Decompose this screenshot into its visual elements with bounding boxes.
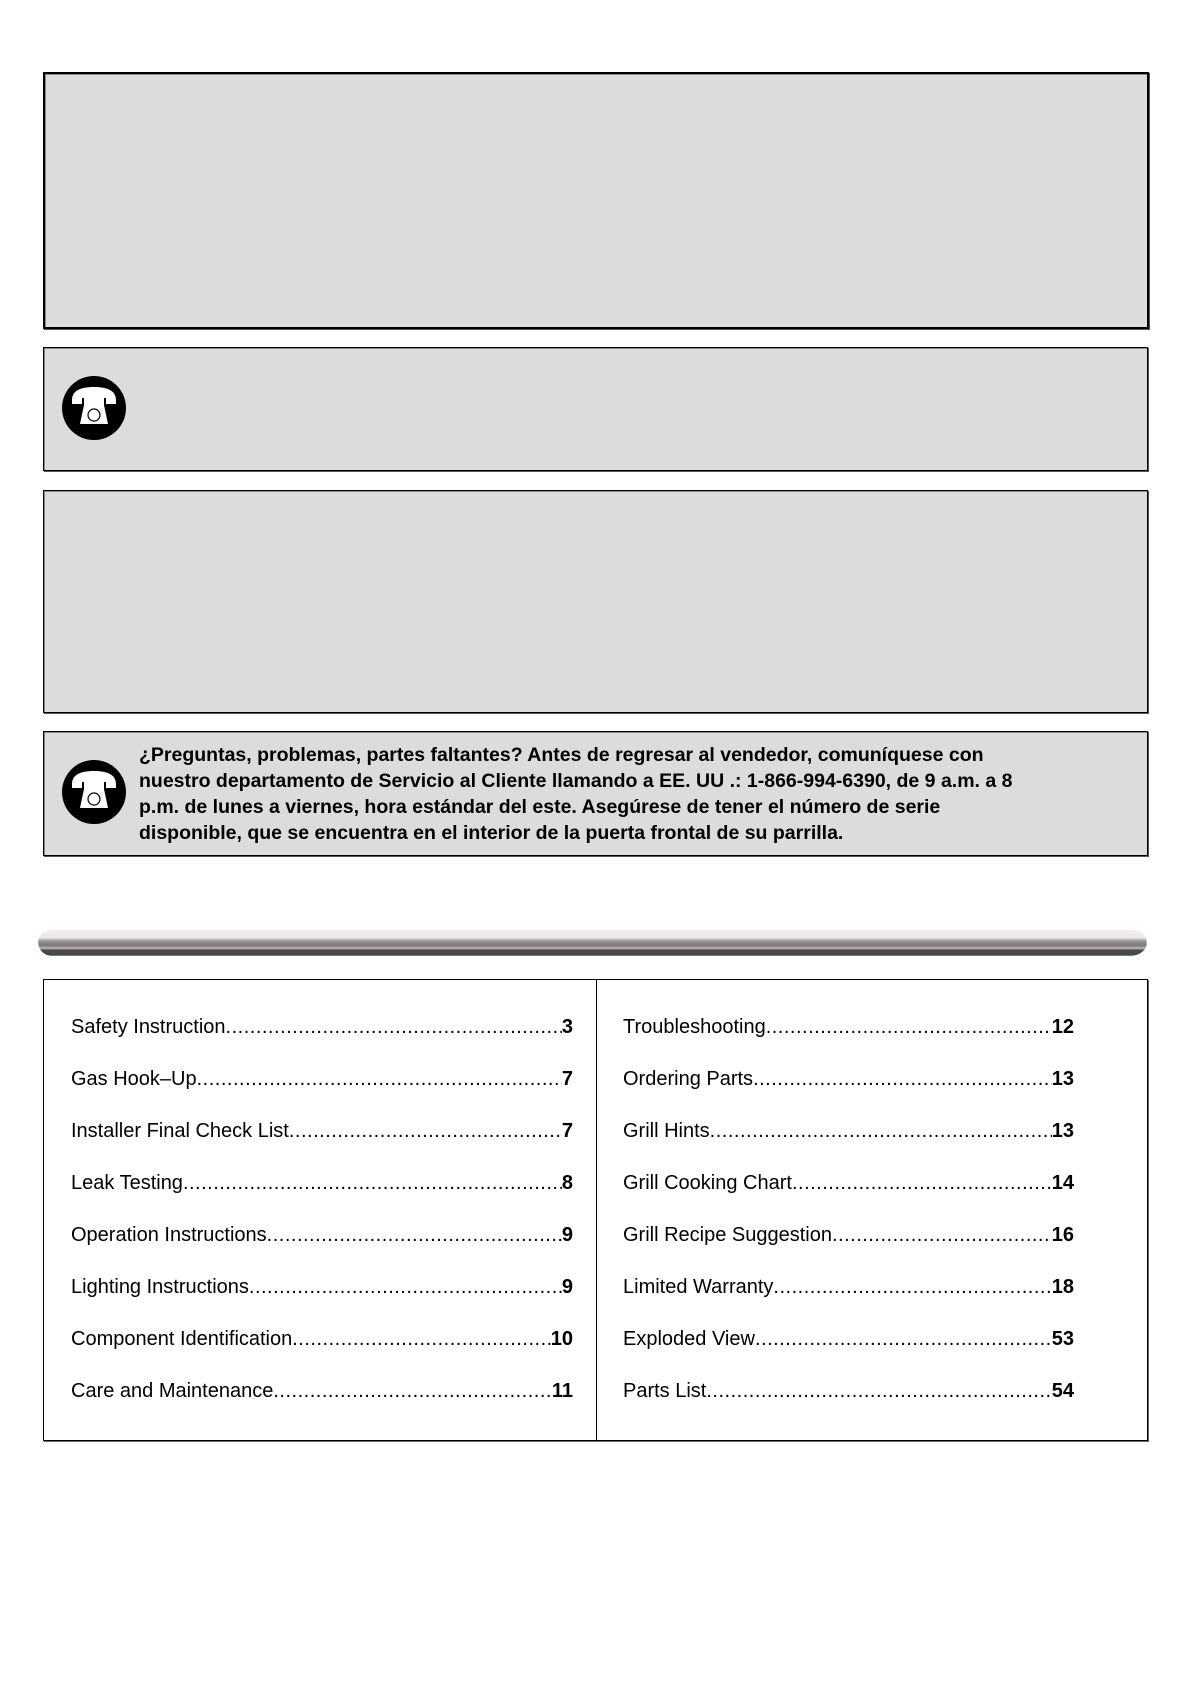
toc-entry[interactable] xyxy=(71,1172,573,1195)
toc-entry-page: 9 xyxy=(561,1276,573,1298)
toc-entry[interactable] xyxy=(623,1224,1074,1247)
toc-entry-page: 13 xyxy=(1051,1120,1074,1142)
toc-entry[interactable] xyxy=(623,1016,1074,1039)
toc-entry-page: 12 xyxy=(1051,1016,1074,1038)
toc-entry-page: 11 xyxy=(551,1380,573,1402)
toc-entry[interactable] xyxy=(623,1276,1074,1299)
blank-notice-box-top xyxy=(43,72,1149,329)
toc-entry[interactable] xyxy=(623,1068,1074,1091)
customer-service-notice xyxy=(139,742,1139,846)
toc-entry-page: 7 xyxy=(561,1068,573,1090)
notice-line: nuestro departamento de Servicio al Cliente llamando a EE. UU .: 1-866-994-6390, de 9 a.m. a 8 xyxy=(139,770,1013,792)
toc-entry-page: 16 xyxy=(1051,1224,1074,1246)
toc-entry-page: 3 xyxy=(561,1016,573,1038)
toc-entry-title: Grill Hints xyxy=(623,1120,710,1142)
toc-entry-page: 9 xyxy=(561,1224,573,1246)
toc-leader-dots xyxy=(292,1328,551,1351)
toc-leader-dots xyxy=(197,1068,562,1091)
toc-entry[interactable] xyxy=(71,1328,573,1351)
toc-entry[interactable] xyxy=(71,1120,573,1143)
toc-entry[interactable] xyxy=(71,1068,573,1091)
toc-entry-page: 18 xyxy=(1051,1276,1074,1298)
notice-line: ¿Preguntas, problemas, partes faltantes? Antes de regresar al vendedor, comuníquese con xyxy=(139,744,984,766)
toc-entry[interactable] xyxy=(623,1328,1074,1351)
telephone-icon xyxy=(62,376,126,440)
toc-leader-dots xyxy=(792,1172,1052,1195)
blank-notice-box-middle xyxy=(43,490,1148,713)
toc-leader-dots xyxy=(249,1276,562,1299)
toc-entry-page: 8 xyxy=(561,1172,573,1194)
decorative-divider-bar xyxy=(33,922,1153,958)
toc-leader-dots xyxy=(753,1068,1052,1091)
toc-entry-page: 14 xyxy=(1051,1172,1074,1194)
toc-entry[interactable] xyxy=(71,1380,573,1403)
toc-leader-dots xyxy=(267,1224,562,1247)
toc-entry[interactable] xyxy=(623,1380,1074,1403)
toc-entry-title: Component Identification xyxy=(71,1328,293,1350)
toc-entry-page: 13 xyxy=(1051,1068,1074,1090)
toc-leader-dots xyxy=(706,1380,1051,1403)
toc-entry-page: 7 xyxy=(561,1120,573,1142)
toc-entry[interactable] xyxy=(623,1120,1074,1143)
toc-leader-dots xyxy=(289,1120,562,1143)
toc-leader-dots xyxy=(710,1120,1052,1143)
toc-entry-title: Operation Instructions xyxy=(71,1224,267,1246)
toc-entry-title: Parts List xyxy=(623,1380,707,1402)
toc-entry-title: Grill Recipe Suggestion xyxy=(623,1224,832,1246)
toc-entry-title: Troubleshooting xyxy=(623,1016,766,1038)
toc-entry[interactable] xyxy=(71,1224,573,1247)
toc-entry-title: Safety Instruction xyxy=(71,1016,226,1038)
toc-column-left xyxy=(44,980,597,1440)
toc-entry-page: 53 xyxy=(1051,1328,1074,1350)
toc-entry-title: Grill Cooking Chart xyxy=(623,1172,792,1194)
toc-entry-title: Exploded View xyxy=(623,1328,755,1350)
toc-column-right xyxy=(596,980,1148,1440)
toc-leader-dots xyxy=(755,1328,1052,1351)
toc-entry-title: Limited Warranty xyxy=(623,1276,774,1298)
toc-entry[interactable] xyxy=(623,1172,1074,1195)
telephone-icon xyxy=(62,760,126,824)
toc-leader-dots xyxy=(766,1016,1052,1039)
toc-entry[interactable] xyxy=(71,1016,573,1039)
toc-entry-page: 10 xyxy=(550,1328,573,1350)
toc-entry-page: 54 xyxy=(1051,1380,1074,1402)
toc-entry[interactable] xyxy=(71,1276,573,1299)
toc-leader-dots xyxy=(773,1276,1051,1299)
toc-leader-dots xyxy=(273,1380,551,1403)
toc-entry-title: Care and Maintenance xyxy=(71,1380,274,1402)
toc-entry-title: Installer Final Check List xyxy=(71,1120,289,1142)
toc-entry-title: Leak Testing xyxy=(71,1172,183,1194)
toc-leader-dots xyxy=(183,1172,562,1195)
phone-notice-box-spanish xyxy=(43,731,1148,856)
toc-entry-title: Gas Hook–Up xyxy=(71,1068,197,1090)
phone-notice-box-english xyxy=(43,347,1148,471)
table-of-contents xyxy=(43,979,1148,1441)
toc-leader-dots xyxy=(226,1016,562,1039)
notice-line: disponible, que se encuentra en el interior de la puerta frontal de su parrilla. xyxy=(139,822,844,844)
notice-line: p.m. de lunes a viernes, hora estándar del este. Asegúrese de tener el número de serie xyxy=(139,796,941,818)
toc-leader-dots xyxy=(832,1224,1052,1247)
toc-entry-title: Ordering Parts xyxy=(623,1068,754,1090)
toc-entry-title: Lighting Instructions xyxy=(71,1276,249,1298)
